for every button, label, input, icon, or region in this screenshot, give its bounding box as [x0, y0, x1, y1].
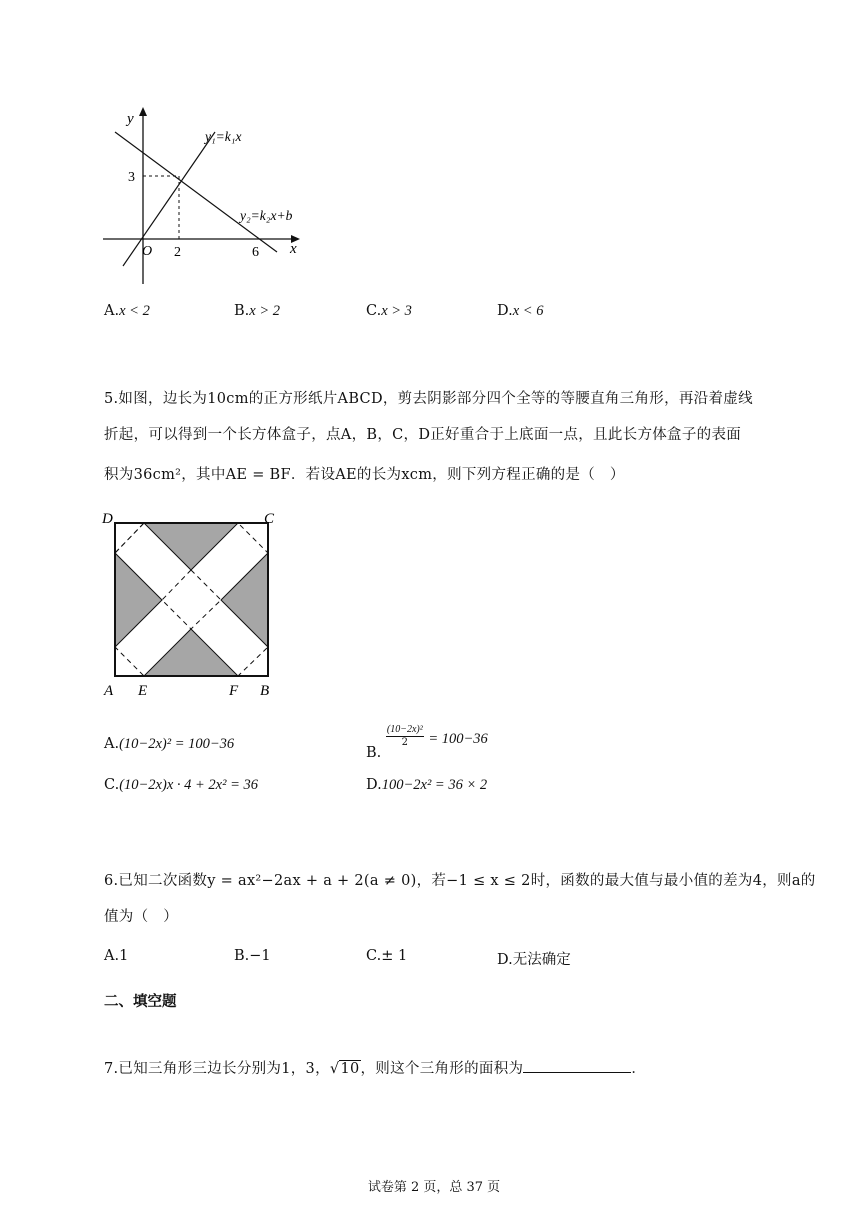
label-a: A	[104, 683, 114, 699]
q4-option-a[interactable]	[104, 303, 150, 320]
option-letter: C.	[366, 948, 382, 964]
q7-answer-blank[interactable]	[523, 1058, 631, 1073]
fold-line-corner	[115, 523, 144, 553]
q5-option-b[interactable]	[366, 722, 488, 761]
option-letter: A.	[104, 736, 120, 752]
q5-text-line-2: 折起，可以得到一个长方体盒子，点A，B，C，D正好重合于上底面一点，且此长方体盒子的表面	[104, 427, 742, 443]
shaded-triangle-left	[115, 553, 162, 647]
option-expr: 1	[119, 948, 129, 964]
option-letter: A.	[104, 303, 120, 319]
fraction-numerator: (10−2x)²	[386, 724, 423, 735]
option-letter: A.	[104, 948, 120, 964]
option-expr: (10−2x)x · 4 + 2x² = 36	[119, 777, 258, 793]
option-expr: ± 1	[381, 948, 408, 964]
option-expr: = 100−36	[428, 730, 488, 747]
label-f: F	[229, 683, 239, 699]
label-c: C	[264, 511, 275, 527]
page-footer: 试卷第 2 页，总 37 页	[367, 1180, 501, 1195]
q5-option-d[interactable]	[366, 777, 487, 794]
option-letter: D.	[366, 777, 382, 793]
shaded-triangle-top	[144, 523, 238, 570]
shaded-triangle-right	[221, 553, 268, 647]
q4-option-b[interactable]	[234, 303, 280, 320]
q6-option-a[interactable]	[104, 948, 128, 964]
sqrt-symbol: √	[329, 1061, 340, 1077]
tick-2-label: 2	[174, 245, 181, 260]
option-letter: B.	[234, 303, 250, 319]
option-letter: C.	[366, 303, 382, 319]
option-expr: 无法确定	[512, 952, 571, 968]
q5-text-line-3: 积为36cm²，其中AE = BF．若设AE的长为xcm，则下列方程正确的是（ ）	[104, 467, 625, 483]
q6-text-line-1: 6.已知二次函数y = ax²−2ax + a + 2(a ≠ 0)，若−1 ≤ x ≤ 2时，函数的最大值与最小值的差为4，则a的	[104, 873, 816, 889]
y-axis-label: y	[127, 111, 134, 127]
option-fraction	[386, 724, 424, 749]
section-heading-fill-in: 二、填空题	[104, 993, 177, 1010]
label-b: B	[260, 683, 270, 699]
q5-square-figure	[98, 506, 288, 702]
q6-option-c[interactable]	[366, 948, 407, 964]
q6-text-line-2: 值为（ ）	[104, 909, 178, 925]
line-y1	[123, 132, 215, 266]
q4-option-c[interactable]	[366, 303, 412, 320]
sqrt-value: 10	[340, 1061, 360, 1077]
q6-option-d[interactable]	[497, 948, 571, 969]
option-expr: (10−2x)² = 100−36	[119, 736, 235, 752]
line1-label: y₁=k₁x	[205, 129, 242, 144]
option-letter: B.	[366, 744, 382, 761]
q4-option-d[interactable]	[497, 303, 543, 320]
option-expr: −1	[249, 948, 271, 964]
shaded-triangle-bottom	[144, 629, 238, 676]
tick-3-label: 3	[128, 170, 135, 185]
option-expr: x < 6	[512, 303, 544, 319]
q5-option-a[interactable]	[104, 736, 234, 753]
option-letter: D.	[497, 952, 513, 968]
option-expr: x > 2	[249, 303, 280, 319]
q4-function-graph	[95, 100, 315, 290]
option-expr: x < 2	[119, 303, 150, 319]
option-expr: 100−2x² = 36 × 2	[381, 777, 488, 793]
label-d: D	[102, 511, 113, 527]
origin-label: O	[142, 244, 153, 259]
q6-option-b[interactable]	[234, 948, 271, 964]
q7-text	[104, 1057, 646, 1078]
line-y2	[115, 132, 277, 252]
y-axis-arrow	[139, 107, 147, 116]
q5-option-c[interactable]	[104, 777, 258, 794]
x-axis-label: x	[290, 241, 297, 257]
line2-label: y₂=k₂x+b	[240, 208, 293, 223]
tick-6-label: 6	[252, 245, 259, 260]
q7-prefix: 7.已知三角形三边长分别为1，3，	[104, 1061, 330, 1077]
fold-line-inner	[162, 570, 221, 629]
q5-text-line-1: 5.如图，边长为10cm的正方形纸片ABCD，剪去阴影部分四个全等的等腰直角三角形，再沿着虚线	[104, 391, 753, 407]
q7-suffix: ，则这个三角形的面积为	[360, 1061, 524, 1077]
option-letter: D.	[497, 303, 513, 319]
label-e: E	[138, 683, 148, 699]
option-expr: x > 3	[381, 303, 412, 319]
option-letter: C.	[104, 777, 120, 793]
fraction-denominator: 2	[401, 737, 408, 748]
option-letter: B.	[234, 948, 250, 964]
q7-end: ．	[631, 1061, 647, 1077]
